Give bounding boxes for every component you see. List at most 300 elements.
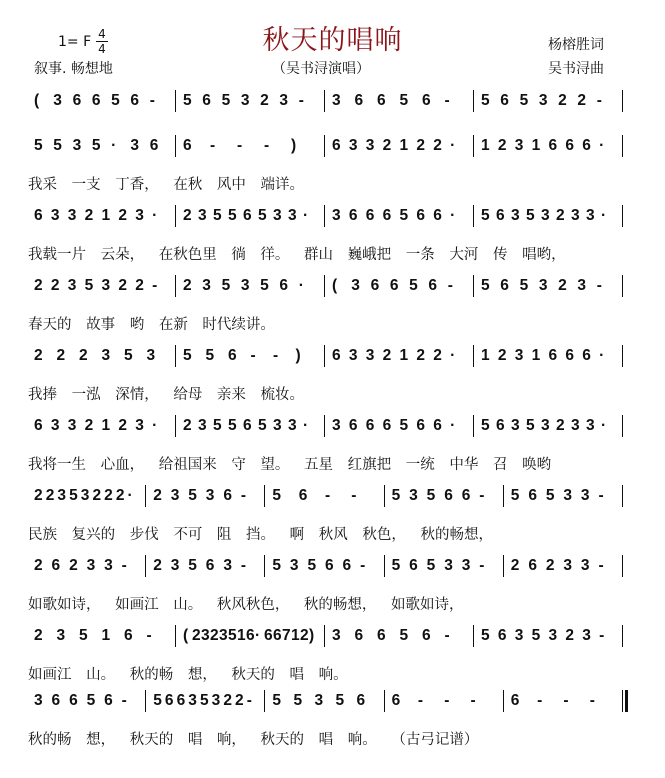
note: 6 (444, 487, 453, 504)
note: 3 (67, 207, 77, 224)
note: 3 (273, 417, 282, 434)
note: · (303, 207, 309, 224)
note: 5 (183, 347, 192, 364)
note: 3 (240, 277, 250, 294)
note: - (596, 277, 602, 294)
note: 1 (399, 347, 409, 364)
note: - (149, 92, 155, 109)
barline (175, 345, 176, 367)
note: 6 (582, 137, 591, 154)
note: 6 (382, 417, 392, 434)
note: 5 (481, 277, 490, 294)
note: - (121, 692, 127, 709)
note: 2 (558, 277, 567, 294)
note: 3 (211, 692, 221, 709)
note: 5 (199, 692, 209, 709)
note: 5 (213, 417, 222, 434)
note: 6 (428, 277, 438, 294)
barline (503, 690, 504, 712)
note: - (240, 557, 247, 574)
note: 5 (79, 627, 88, 644)
note: 3 (314, 692, 324, 709)
note: 3 (57, 487, 66, 504)
note: 2 (192, 627, 201, 644)
note: 5 (399, 92, 409, 109)
note: 3 (202, 277, 211, 294)
note: 3 (50, 417, 60, 434)
notation-row (28, 345, 637, 371)
note: 5 (272, 692, 282, 709)
note: 6 (565, 347, 574, 364)
note: 3 (332, 627, 341, 644)
note: 3 (273, 207, 282, 224)
barline (264, 690, 265, 712)
note: - (146, 627, 152, 644)
note: 6 (202, 92, 211, 109)
note: - (325, 487, 331, 504)
note: 2 (153, 557, 162, 574)
note: 6 (354, 92, 364, 109)
note: · (601, 417, 607, 434)
note: - (563, 692, 569, 709)
note: 3 (514, 137, 524, 154)
barline (473, 205, 474, 227)
barline (622, 345, 623, 367)
note: 6 (298, 487, 308, 504)
note: 6 (51, 692, 61, 709)
note: - (298, 92, 304, 109)
barline (324, 205, 325, 227)
note: 6 (104, 692, 113, 709)
note: 6 (500, 92, 509, 109)
note: - (210, 137, 216, 154)
barline (622, 90, 623, 112)
note: 3 (348, 137, 358, 154)
note: 2 (183, 207, 192, 224)
note: 3 (538, 277, 548, 294)
note: 6 (264, 627, 273, 644)
note: ) (295, 347, 301, 364)
note: 5 (111, 92, 120, 109)
lyrics-row: 如歌如诗， 如画江 山。 秋风秋色， 秋的畅想， 如歌如诗， (28, 597, 464, 613)
note: 5 (258, 207, 267, 224)
note: 5 (272, 487, 282, 504)
note: 1 (101, 417, 111, 434)
barline (473, 345, 474, 367)
note: ( (183, 627, 189, 644)
note: 5 (86, 692, 96, 709)
barline (384, 485, 385, 507)
note: - (470, 692, 476, 709)
note: 1 (481, 137, 490, 154)
note: 3 (101, 347, 111, 364)
notation-row (28, 690, 637, 716)
note: · (599, 137, 605, 154)
barline (503, 555, 504, 577)
note: ) (291, 137, 297, 154)
note: 2 (510, 557, 520, 574)
note: 2 (223, 692, 232, 709)
notation-row (28, 205, 637, 231)
note: 6 (500, 277, 509, 294)
note: - (479, 487, 485, 504)
note: 5 (481, 627, 490, 644)
notation-row (28, 90, 637, 116)
note: 5 (221, 92, 231, 109)
note: - (240, 487, 247, 504)
note: 2 (69, 557, 78, 574)
note: 3 (201, 627, 210, 644)
note: 5 (153, 692, 162, 709)
note: 3 (240, 92, 250, 109)
note: 6 (205, 557, 215, 574)
note: - (273, 347, 279, 364)
notation-row (28, 555, 637, 581)
note: 2 (104, 487, 113, 504)
note: 3 (198, 207, 207, 224)
note: 3 (170, 487, 180, 504)
notation-row (28, 625, 637, 651)
note: 3 (130, 137, 140, 154)
note: 5 (34, 137, 43, 154)
note: · (152, 417, 158, 434)
note: 3 (288, 207, 297, 224)
note: 3 (219, 627, 228, 644)
note: 6 (243, 207, 252, 224)
note: - (121, 557, 127, 574)
note: 5 (526, 207, 535, 224)
note: 5 (399, 417, 409, 434)
lyrics-row: 秋的畅 想， 秋天的 唱 响， 秋天的 唱 响。 （古弓记谱） (28, 732, 479, 748)
note: 3 (170, 557, 180, 574)
note: 6 (391, 692, 401, 709)
lyricist: 杨榕胜词 (548, 37, 604, 53)
note: 3 (541, 207, 550, 224)
note: 6 (183, 137, 192, 154)
note: 2 (556, 417, 565, 434)
lyrics-row: 春天的 故事 哟 在新 时代续讲。 (28, 317, 275, 333)
note: 6 (582, 347, 591, 364)
note: 2 (545, 557, 555, 574)
note: 6 (409, 557, 418, 574)
time-signature-bottom: 4 (98, 42, 106, 56)
note: 2 (118, 417, 127, 434)
note: 2 (56, 347, 66, 364)
note: 5 (228, 417, 237, 434)
note: · (601, 207, 607, 224)
note: 3 (205, 487, 215, 504)
note: 3 (288, 417, 297, 434)
note: 2 (34, 347, 43, 364)
note: 1 (399, 137, 409, 154)
note: 3 (571, 417, 580, 434)
note: 3 (188, 692, 197, 709)
note: 2 (416, 347, 425, 364)
note: 5 (228, 207, 237, 224)
note: · (599, 347, 605, 364)
note: 5 (391, 557, 401, 574)
note: - (444, 692, 450, 709)
note: 5 (545, 487, 555, 504)
barline (175, 205, 176, 227)
note: · (127, 487, 133, 504)
song-title: 秋天的唱响 (262, 25, 403, 56)
note: 5 (91, 137, 101, 154)
note: 3 (586, 207, 595, 224)
note: 2 (34, 277, 43, 294)
note: - (417, 692, 424, 709)
note: 6 (332, 347, 341, 364)
note: 2 (382, 137, 392, 154)
note: 6 (416, 417, 425, 434)
note: 1 (101, 627, 111, 644)
note: - (360, 557, 366, 574)
note: 2 (118, 277, 127, 294)
note: 3 (332, 92, 341, 109)
note: 2 (558, 92, 567, 109)
note: 5 (399, 207, 409, 224)
note: 5 (272, 557, 282, 574)
note: - (596, 92, 602, 109)
note: 1 (291, 627, 300, 644)
note: 6 (565, 137, 574, 154)
barline (324, 415, 325, 437)
note: 1 (481, 347, 490, 364)
note: 3 (104, 557, 113, 574)
note: 6 (510, 692, 520, 709)
note: 3 (135, 417, 144, 434)
barline (175, 135, 176, 157)
note: 6 (497, 627, 507, 644)
note: 3 (580, 487, 590, 504)
note: 3 (511, 417, 520, 434)
note: 3 (541, 417, 550, 434)
barline (473, 135, 474, 157)
note: 6 (34, 417, 43, 434)
note: - (264, 137, 270, 154)
note: - (152, 277, 158, 294)
note: 3 (72, 137, 82, 154)
note: 3 (548, 627, 558, 644)
note: 2 (433, 347, 442, 364)
note: 3 (571, 207, 580, 224)
note: 6 (342, 557, 352, 574)
note: 5 (188, 487, 197, 504)
note: 6 (325, 557, 334, 574)
note: 5 (258, 417, 267, 434)
note: · (298, 277, 304, 294)
note: 3 (50, 207, 60, 224)
note: 5 (481, 417, 490, 434)
note: 6 (433, 417, 442, 434)
barline (473, 415, 474, 437)
lyrics-row: 我载一片 云朵， 在秋色里 徜 徉。 群山 巍峨把 一条 大河 传 唱哟， (28, 247, 566, 263)
note: 3 (577, 277, 587, 294)
note: 6 (422, 92, 431, 109)
note: 5 (519, 92, 529, 109)
note: 2 (565, 627, 574, 644)
note: 6 (496, 417, 505, 434)
note: 6 (416, 207, 425, 224)
lyrics-row: 民族 复兴的 步伐 不可 阻 挡。 啊 秋风 秋色， 秋的畅想， (28, 527, 493, 543)
barline (175, 275, 176, 297)
note: 5 (409, 277, 418, 294)
note: 3 (56, 627, 66, 644)
note: 6 (356, 692, 366, 709)
note: - (237, 137, 243, 154)
barline (473, 625, 474, 647)
note: 5 (228, 627, 237, 644)
note: 6 (279, 277, 289, 294)
note: 2 (79, 347, 88, 364)
barline (175, 625, 176, 647)
note: 2 (183, 277, 192, 294)
note: 3 (146, 347, 156, 364)
note: 2 (84, 417, 94, 434)
barline (622, 485, 623, 507)
note: 6 (377, 92, 386, 109)
note: 5 (399, 627, 409, 644)
barline (503, 485, 504, 507)
barline (622, 690, 623, 712)
note: 3 (198, 417, 207, 434)
note: 3 (67, 277, 77, 294)
note: 6 (130, 92, 140, 109)
note: 1 (531, 347, 541, 364)
note: 3 (67, 417, 77, 434)
note: 2 (115, 487, 125, 504)
note: 2 (416, 137, 425, 154)
note: 3 (514, 347, 524, 364)
note: 2 (135, 277, 144, 294)
barline (324, 625, 325, 647)
note: 1 (101, 207, 111, 224)
note: 6 (243, 417, 252, 434)
note: 5 (426, 557, 436, 574)
note: 6 (91, 92, 101, 109)
note: - (537, 692, 543, 709)
note: 6 (348, 417, 358, 434)
note: 5 (481, 207, 490, 224)
note: 2 (497, 347, 507, 364)
notation-row (28, 415, 637, 441)
note: 6 (377, 627, 386, 644)
note: · (450, 417, 456, 434)
note: - (447, 277, 453, 294)
note: 6 (461, 487, 471, 504)
note: 6 (51, 557, 61, 574)
note: - (351, 487, 357, 504)
note: 3 (332, 207, 341, 224)
note: 5 (519, 277, 529, 294)
note: 6 (273, 627, 282, 644)
note: · (450, 207, 456, 224)
barline (622, 555, 623, 577)
barline (264, 485, 265, 507)
note: 3 (34, 692, 43, 709)
note: 5 (526, 417, 535, 434)
composer: 吴书浔曲 (548, 61, 604, 77)
note: 3 (444, 557, 453, 574)
notation-row (28, 485, 637, 511)
note: 5 (69, 487, 78, 504)
note: 6 (34, 207, 43, 224)
note: 6 (528, 487, 537, 504)
note: 6 (72, 92, 82, 109)
note: 6 (433, 207, 442, 224)
note: 6 (332, 137, 341, 154)
note: 6 (164, 692, 174, 709)
note: - (444, 92, 450, 109)
note: 6 (348, 207, 358, 224)
lyrics-row: 我将一生 心血， 给祖国来 守 望。 五星 红旗把 一统 中华 召 唤哟 (28, 457, 552, 473)
note: - (599, 627, 605, 644)
note: - (479, 557, 485, 574)
notation-row (28, 275, 637, 301)
barline (473, 90, 474, 112)
note: 6 (496, 207, 505, 224)
time-signature-top: 4 (98, 27, 106, 41)
note: 6 (365, 207, 375, 224)
note: 2 (34, 627, 43, 644)
note: 5 (213, 207, 222, 224)
note: 2 (50, 277, 60, 294)
note: 6 (422, 627, 431, 644)
note: 6 (528, 557, 537, 574)
note: 3 (582, 627, 591, 644)
note: 5 (293, 692, 303, 709)
barline (324, 135, 325, 157)
note: 3 (514, 627, 524, 644)
note: 5 (426, 487, 436, 504)
note: 3 (332, 417, 341, 434)
note: 5 (531, 627, 541, 644)
note: 6 (382, 207, 392, 224)
note: - (598, 557, 604, 574)
tempo-mark: 叙事. 畅想地 (34, 61, 113, 77)
note: 5 (510, 487, 520, 504)
barline (622, 275, 623, 297)
note: 1 (237, 627, 246, 644)
note: - (444, 627, 450, 644)
note: · (152, 207, 158, 224)
note: 6 (176, 692, 186, 709)
barline (622, 135, 623, 157)
note: 6 (149, 137, 159, 154)
note: 3 (223, 557, 232, 574)
note: 2 (118, 207, 127, 224)
note: ) (309, 627, 315, 644)
barline (175, 415, 176, 437)
note: 3 (80, 487, 90, 504)
barline (384, 690, 385, 712)
note: 5 (221, 277, 231, 294)
note: 3 (348, 347, 358, 364)
note: · (450, 347, 456, 364)
note: 3 (53, 92, 62, 109)
barline (384, 555, 385, 577)
final-barline (625, 690, 628, 712)
barline (145, 690, 146, 712)
note: 3 (409, 487, 418, 504)
note: 2 (260, 92, 269, 109)
note: 2 (153, 487, 162, 504)
note: 3 (279, 92, 289, 109)
note: 2 (382, 347, 392, 364)
note: 6 (389, 277, 399, 294)
note: 5 (183, 92, 192, 109)
note: 3 (511, 207, 520, 224)
